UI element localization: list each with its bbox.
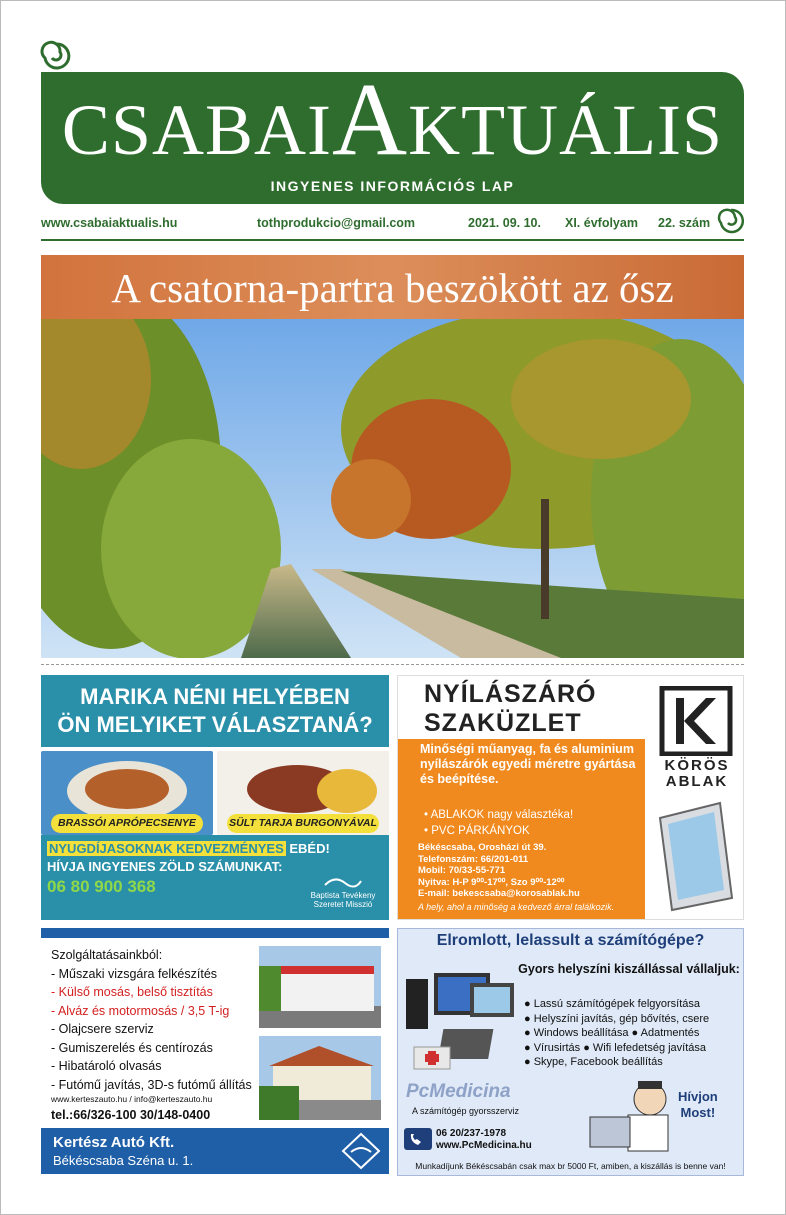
food-photo-brassoi — [41, 751, 213, 835]
food-photo-tarja — [217, 751, 389, 835]
kertesz-phone[interactable]: tel.:66/326-100 30/148-0400 — [51, 1108, 211, 1122]
website-link[interactable]: www.csabaiaktualis.hu — [41, 216, 178, 230]
green-phone-number[interactable]: 06 80 900 368 — [47, 877, 156, 896]
pc-footer: Munkadíjunk Békéscsabán csak max br 5000 Ft, amiben, a kiszállás is benne van! — [415, 1161, 726, 1171]
ad-koros-ablak[interactable] — [397, 675, 744, 920]
doctor-cartoon-icon — [588, 1077, 676, 1155]
wave-icon — [323, 875, 363, 889]
issue-date: 2021. 09. 10. — [468, 216, 541, 230]
pc-services: ● Lassú számítógépek felgyorsítása ● Helyszíni javítás, gép bővítés, csere ● Windows beállítása ● Adatmentés ● Vírusirtás ● Wifi lefedetség javítása ● Skype, Facebook beállítás — [524, 998, 710, 1068]
window-profile-icon — [650, 798, 742, 914]
pc-brand: PcMedicina — [406, 1081, 511, 1102]
koros-description: Minőségi műanyag, fa és aluminium nyílászárók egyedi méretre gyártása és beépítése. — [420, 742, 636, 786]
food-label-brassoi: BRASSÓI APRÓPECSENYE — [51, 814, 203, 833]
kertesz-building-photo — [259, 946, 381, 1028]
info-bar — [41, 216, 721, 234]
kertesz-footer — [41, 1128, 389, 1174]
masthead — [41, 62, 744, 204]
kertesz-company-name: Kertész Autó Kft. — [53, 1134, 175, 1151]
pc-call-to-action: Hívjon Most! — [678, 1089, 718, 1120]
swirl-icon — [40, 40, 72, 72]
issue-number: 22. szám — [658, 216, 711, 230]
car-logo-icon — [341, 1132, 381, 1170]
ad-marika[interactable] — [41, 675, 389, 920]
org-logo: Baptista Tevékeny Szeretet Misszió — [301, 875, 385, 909]
koros-slogan: A hely, ahol a minőség a kedvező árral találkozik. — [418, 902, 615, 912]
volume-number: XI. évfolyam — [565, 216, 638, 230]
phone-icon — [404, 1128, 432, 1150]
pension-text: NYUGDÍJASOKNAK KEDVEZMÉNYES EBÉD! — [49, 841, 330, 856]
kertesz-house-photo — [259, 1036, 381, 1120]
call-text: HÍVJA INGYENES ZÖLD SZÁMUNKAT: — [47, 859, 283, 874]
food-label-tarja: SÜLT TARJA BURGONYÁVAL — [227, 814, 379, 833]
ad-kertesz-auto[interactable] — [41, 928, 389, 1176]
kertesz-top-bar — [41, 928, 389, 938]
kertesz-services: Szolgáltatásainkból: - Műszaki vizsgára felkészítés - Külső mosás, belső tisztítás - Alváz és motormosás / 3,5 T-ig - Olajcsere szerviz - Gumiszerelés és centírozás - Hibatároló olvasás - Futómű javítás, 3D-s futómű állítás — [51, 948, 252, 1092]
divider — [41, 664, 744, 665]
ad-pcmedicina[interactable] — [397, 928, 744, 1176]
pc-title: Elromlott, lelassult a számítógépe? — [436, 932, 705, 949]
email-link[interactable]: tothprodukcio@gmail.com — [257, 216, 416, 230]
swirl-icon — [716, 206, 746, 236]
pc-phone-number[interactable]: 06 20/237-1978 — [436, 1128, 507, 1139]
koros-brand: KÖRÖS ABLAK — [664, 757, 730, 790]
marika-heading: MARIKA NÉNI HELYÉBEN ÖN MELYIKET VÁLASZTANÁ? — [41, 675, 389, 747]
masthead-title: CSABAIAKTUÁLIS — [61, 62, 724, 177]
header-rule — [41, 239, 744, 241]
headline: A csatorna-partra beszökött az ősz — [41, 255, 744, 319]
autumn-canal-photo — [41, 319, 744, 658]
marika-bottom — [41, 835, 389, 920]
koros-k-logo-icon — [656, 686, 736, 756]
kertesz-web[interactable]: www.kerteszauto.hu / info@kerteszauto.hu — [51, 1094, 213, 1104]
pc-contact — [436, 1128, 532, 1152]
pc-subtitle: Gyors helyszíni kiszállással vállaljuk: — [518, 962, 740, 976]
masthead-subtitle: INGYENES INFORMÁCIÓS LAP — [270, 178, 515, 194]
pc-brand-sub: A számítógép gyorsszerviz — [412, 1106, 520, 1116]
koros-title: NYÍLÁSZÁRÓ SZAKÜZLET — [398, 676, 645, 739]
pc-web-link[interactable]: www.PcMedicina.hu — [436, 1140, 532, 1151]
koros-bullets: • ABLAKOK nagy választéka! • PVC PÁRKÁNYOK — [424, 809, 574, 837]
kertesz-address: Békéscsaba Széna u. 1. — [53, 1153, 194, 1168]
koros-contact: Békéscsaba, Orosházi út 39. Telefonszám: 66/201-011 Mobil: 70/33-55-771 Nyitva: H-P 9⁰⁰-17⁰⁰, Szo 9⁰⁰-12⁰⁰ E-mail: bekescsaba@korosablak.hu — [418, 842, 580, 899]
computer-icon — [404, 969, 516, 1079]
